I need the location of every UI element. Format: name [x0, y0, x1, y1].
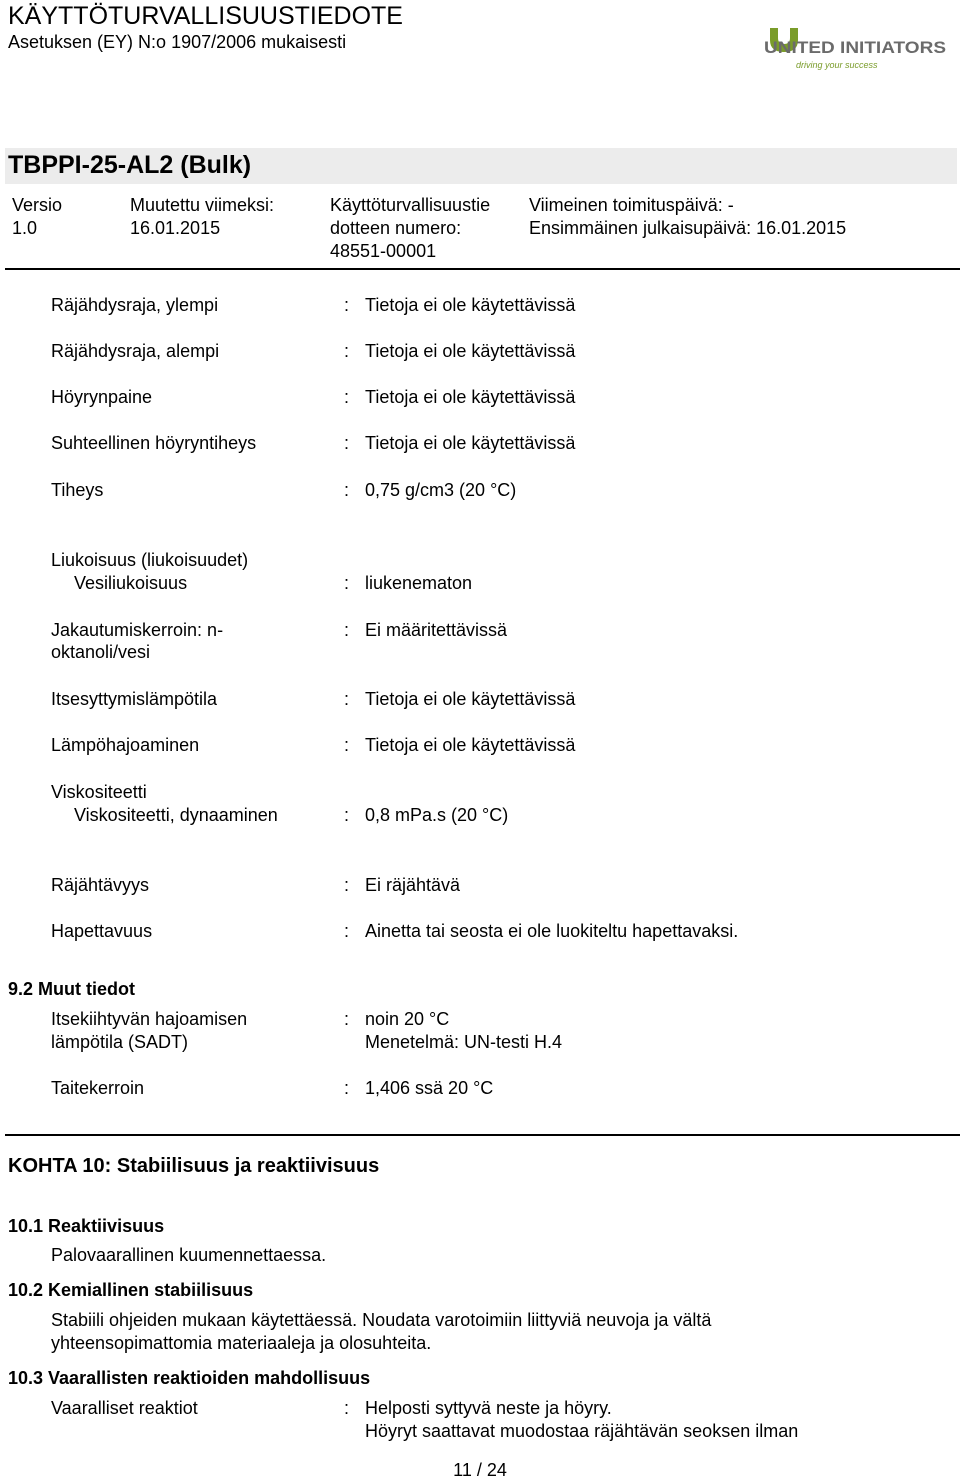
oxidizing-label: Hapettavuus — [51, 921, 153, 941]
section-10-1-text: Palovaarallinen kuumennettaessa. — [51, 1245, 327, 1265]
colon: : — [344, 1398, 350, 1418]
hazardous-reactions-value-2: Höyryt saattavat muodostaa räjähtävän seoksen ilman — [365, 1421, 799, 1441]
section-10-title: KOHTA 10: Stabiilisuus ja reaktiivisuus — [8, 1155, 380, 1177]
section-9-2-heading: 9.2 Muut tiedot — [8, 979, 135, 999]
explosive-value: Ei räjähtävä — [365, 875, 461, 895]
sadt-label-1: Itsekiihtyvän hajoamisen — [51, 1009, 248, 1029]
last-issue-date: Viimeinen toimituspäivä: - — [529, 195, 734, 215]
colon: : — [344, 689, 350, 709]
water-solubility-value: liukenematon — [365, 573, 473, 593]
refractive-index-label: Taitekerroin — [51, 1078, 145, 1098]
logo-text: UNITED INITIATORS — [764, 38, 946, 57]
colon: : — [344, 573, 350, 593]
solubility-group-label: Liukoisuus (liukoisuudet) — [51, 550, 249, 570]
hazardous-reactions-label: Vaaralliset reaktiot — [51, 1398, 198, 1418]
document-subtitle: Asetuksen (EY) N:o 1907/2006 mukaisesti — [8, 32, 347, 52]
version-label: Versio — [12, 195, 63, 215]
section-10-1-heading: 10.1 Reaktiivisuus — [8, 1216, 165, 1236]
revised-value: 16.01.2015 — [130, 218, 221, 238]
dynamic-viscosity-value: 0,8 mPa.s (20 °C) — [365, 805, 509, 825]
sds-number-value: 48551-00001 — [330, 241, 437, 261]
product-name: TBPPI-25-AL2 (Bulk) — [8, 151, 252, 179]
company-logo — [756, 24, 952, 72]
lower-explosion-limit-label: Räjähdysraja, alempi — [51, 341, 220, 361]
section-10-2-heading: 10.2 Kemiallinen stabiilisuus — [8, 1280, 254, 1300]
page-number: 11 / 24 — [453, 1460, 507, 1480]
logo-tagline: driving your success — [796, 60, 878, 70]
relative-vapour-density-value: Tietoja ei ole käytettävissä — [365, 433, 576, 453]
oxidizing-value: Ainetta tai seosta ei ole luokiteltu hapettavaksi. — [365, 921, 739, 941]
dynamic-viscosity-label: Viskositeetti, dynaaminen — [74, 805, 278, 825]
decomposition-label: Lämpöhajoaminen — [51, 735, 200, 755]
autoignition-value: Tietoja ei ole käytettävissä — [365, 689, 576, 709]
refractive-index-value: 1,406 ssä 20 °C — [365, 1078, 494, 1098]
sadt-value-2: Menetelmä: UN-testi H.4 — [365, 1032, 563, 1052]
sadt-value-1: noin 20 °C — [365, 1009, 450, 1029]
colon: : — [344, 875, 350, 895]
section-10-3-heading: 10.3 Vaarallisten reaktioiden mahdollisuus — [8, 1368, 371, 1388]
autoignition-label: Itsesyttymislämpötila — [51, 689, 218, 709]
document-title: KÄYTTÖTURVALLISUUSTIEDOTE — [8, 2, 403, 30]
viscosity-group-label: Viskositeetti — [51, 782, 147, 802]
header-rule — [5, 268, 960, 270]
colon: : — [344, 1078, 350, 1098]
vapour-pressure-value: Tietoja ei ole käytettävissä — [365, 387, 576, 407]
colon: : — [344, 387, 350, 407]
partition-coefficient-value: Ei määritettävissä — [365, 620, 508, 640]
section-10-2-text-1: Stabiili ohjeiden mukaan käytettäessä. Noudata varotoimiin liittyviä neuvoja ja vältä — [51, 1310, 712, 1330]
colon: : — [344, 433, 350, 453]
version-value: 1.0 — [12, 218, 38, 238]
colon: : — [344, 620, 350, 640]
upper-explosion-limit-label: Räjähdysraja, ylempi — [51, 295, 219, 315]
water-solubility-label: Vesiliukoisuus — [74, 573, 188, 593]
hazardous-reactions-value-1: Helposti syttyvä neste ja höyry. — [365, 1398, 612, 1418]
vapour-pressure-label: Höyrynpaine — [51, 387, 153, 407]
first-issue-date: Ensimmäinen julkaisupäivä: 16.01.2015 — [529, 218, 847, 238]
colon: : — [344, 341, 350, 361]
revised-label: Muutettu viimeksi: — [130, 195, 275, 215]
decomposition-value: Tietoja ei ole käytettävissä — [365, 735, 576, 755]
sds-number-label-2: dotteen numero: — [330, 218, 462, 238]
density-value: 0,75 g/cm3 (20 °C) — [365, 480, 517, 500]
colon: : — [344, 1009, 350, 1029]
sds-number-label-1: Käyttöturvallisuustie — [330, 195, 491, 215]
partition-coefficient-label-2: oktanoli/vesi — [51, 642, 151, 662]
explosive-label: Räjähtävyys — [51, 875, 150, 895]
density-label: Tiheys — [51, 480, 104, 500]
section-rule — [5, 1134, 960, 1136]
lower-explosion-limit-value: Tietoja ei ole käytettävissä — [365, 341, 576, 361]
colon: : — [344, 295, 350, 315]
colon: : — [344, 805, 350, 825]
section-10-2-text-2: yhteensopimattomia materiaaleja ja olosuhteita. — [51, 1333, 432, 1353]
colon: : — [344, 921, 350, 941]
colon: : — [344, 735, 350, 755]
colon: : — [344, 480, 350, 500]
partition-coefficient-label-1: Jakautumiskerroin: n- — [51, 620, 224, 640]
upper-explosion-limit-value: Tietoja ei ole käytettävissä — [365, 295, 576, 315]
relative-vapour-density-label: Suhteellinen höyryntiheys — [51, 433, 257, 453]
sadt-label-2: lämpötila (SADT) — [51, 1032, 189, 1052]
